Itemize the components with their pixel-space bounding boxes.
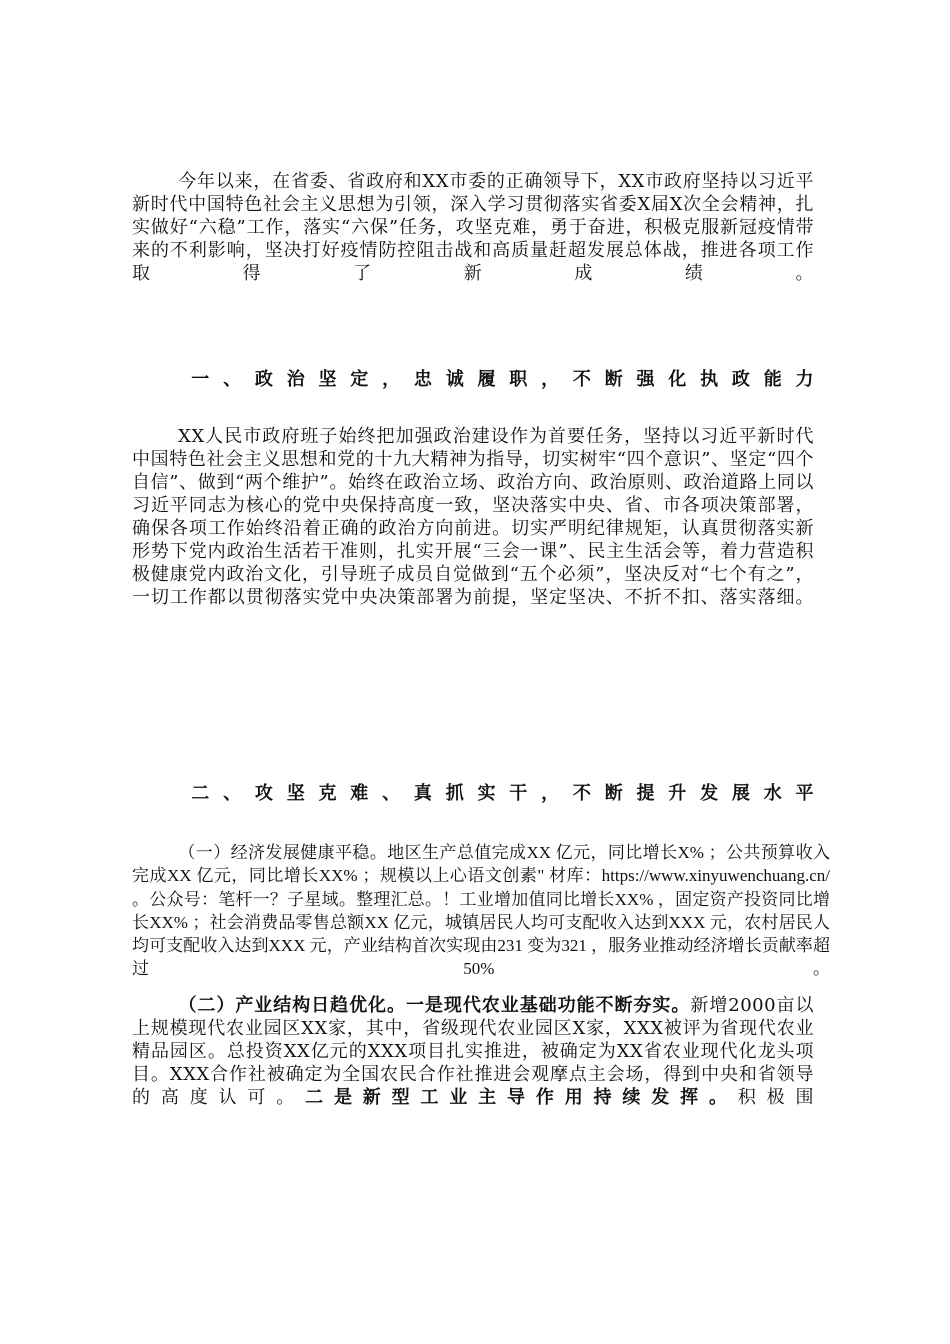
section-heading-2-text: 二、攻坚克难、真抓实干，不断提升发展水平 bbox=[178, 783, 814, 804]
section-2-paragraph-2 bbox=[132, 994, 814, 1178]
intro-paragraph-text: 今年以来，在省委、省政府和XX市委的正确领导下，XX市政府坚持以习近平新时代中国特色社会主义思想为引领，深入学习贯彻落实省委X届X次全会精神，扎实做好“六稳”工作，落实“六保”任务，攻坚克难，勇于奋进，积极克服新冠疫情带来的不利影响，坚决打好疫情防控阻击战和高质量赶超发展总体战，推进各项工作取得了新成绩。 bbox=[132, 171, 814, 284]
section-2-paragraph-1 bbox=[132, 841, 830, 981]
section-heading-1 bbox=[132, 368, 814, 414]
subsection-text-1: 新增2000亩以上规模现代农业园区XX家，其中，省级现代农业园区X家，XXX被评为省现代农业精品园区。总投资XX亿元的XXX项目扎实推进，被确定为XX省农业现代化龙头项目。XXX合作社被确定为全国农民合作社推进会观摩点主会场，得到中央和省领导的高度认可。 bbox=[132, 995, 815, 1108]
subsection-text-2: 积极围 bbox=[737, 1087, 815, 1108]
section-heading-2 bbox=[132, 782, 814, 828]
intro-paragraph bbox=[132, 170, 814, 354]
subsection-bold-2: 二是新型工业主导作用持续发挥。 bbox=[305, 1087, 738, 1108]
section-1-paragraph-text: XX人民市政府班子始终把加强政治建设作为首要任务，坚持以习近平新时代中国特色社会主义思想和党的十九大精神为指导，切实树牢“四个意识”、坚定“四个自信”、做到“两个维护”。始终在政治立场、政治方向、政治原则、政治道路上同以习近平同志为核心的党中央保持高度一致，坚决落实中央、省、市各项决策部署，确保各项工作始终沿着正确的政治方向前进。切实严明纪律规矩，认真贯彻落实新形势下党内政治生活若干准则，扎实开展“三会一课”、民主生活会等，着力营造积极健康党内政治文化，引导班子成员自觉做到“五个必须”，坚决反对“七个有之”，一切工作都以贯彻落实党中央决策部署为前提，坚定坚决、不折不扣、落实落细。 bbox=[132, 426, 814, 608]
section-2-paragraph-1-text: （一）经济发展健康平稳。地区生产总值完成XX 亿元，同比增长X% ；公共预算收入完成XX 亿元，同比增长XX% ；规模以上心语文创素" 材库：https://www.xinyuwenchuang.cn/ 。公众号：笔杆一？子星域。整理汇总。！工业增加值同比增长XX% ，固定资产投资同比增长XX% ；社会消费品零售总额XX 亿元，城镇居民人均可支配收入达到XXX 元，农村居民人均可支配收入达到XXX 元，产业结构首次实现由231 变为321 ，服务业推动经济增长贡献率超过50% 。 bbox=[132, 843, 830, 979]
section-1-paragraph bbox=[132, 425, 814, 770]
section-heading-1-text: 一、政治坚定，忠诚履职，不断强化执政能力 bbox=[178, 369, 814, 390]
subsection-lead-bold: （二）产业结构日趋优化。一是现代农业基础功能不断夯实。 bbox=[178, 995, 691, 1016]
